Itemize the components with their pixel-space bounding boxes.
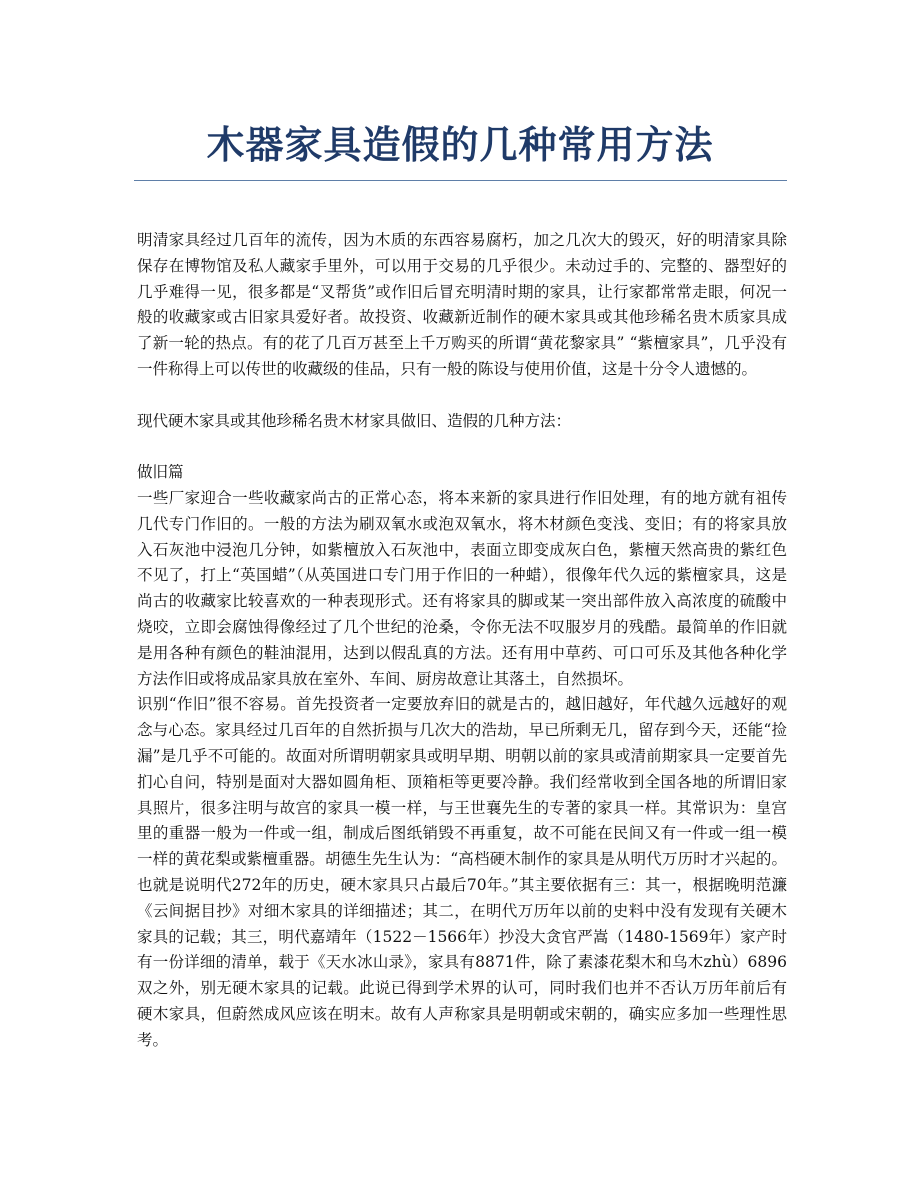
body-paragraph: 识别“作旧”很不容易。首先投资者一定要放弃旧的就是古的，越旧越好，年代越久远越好的观念与心态。家具经过几百年的自然折损与几次大的浩劫，早已所剩无几，留存到今天，还能“捡漏”是几乎不可能的。故面对所谓明朝家具或明早期、明朝以前的家具或清前期家具一定要首先扪心自问，特别是面对大器如圆角柜、顶箱柜等更要冷静。我们经常收到全国各地的所谓旧家具照片，很多注明与故宫的家具一模一样，与王世襄先生的专著的家具一样。其常识为：皇宫里的重器一般为一件或一组，制成后图纸销毁不再重复，故不可能在民间又有一件或一组一模一样的黄花梨或紫檀重器。胡德生先生认为：“高档硬木制作的家具是从明代万历时才兴起的。也就是说明代272年的历史，硬木家具只占最后70年。”其主要依据有三：其一，根据晚明范濂《云间据目抄》对细木家具的详细描述；其二，在明代万历年以前的史料中没有发现有关硬木家具的记载；其三，明代嘉靖年（1522－1566年）抄没大贪官严嵩（1480-1569年）家产时有一份详细的清单，载于《天水冰山录》，家具有8871件，除了素漆花梨木和乌木zhù）6896双之外，别无硬木家具的记载。此说已得到学术界的认可，同时我们也并不否认万历年前后有硬木家具，但蔚然成风应该在明末。故有人声称家具是明朝或宋朝的，确实应多加一些理性思考。 — [137, 695, 787, 1049]
page-title: 木器家具造假的几种常用方法 — [206, 123, 714, 167]
paragraph-gap — [137, 434, 787, 460]
title-divider — [134, 180, 787, 181]
intro-paragraph: 明清家具经过几百年的流传，因为木质的东西容易腐朽，加之几次大的毁灭，好的明清家具除保存在博物馆及私人藏家手里外，可以用于交易的几乎很少。未动过手的、完整的、器型好的几乎难得一见，很多都是“叉帮货”或作旧后冒充明清时期的家具，让行家都常常走眼，何况一般的收藏家或古旧家具爱好者。故投资、收藏新近制作的硬木家具或其他珍稀名贵木质家具成了新一轮的热点。有的花了几百万甚至上千万购买的所谓“黄花黎家具” “紫檀家具”，几乎没有一件称得上可以传世的收藏级的佳品，只有一般的陈设与使用价值，这是十分令人遗憾的。 — [137, 231, 787, 378]
section-heading: 做旧篇 — [137, 463, 184, 482]
document-body — [137, 228, 787, 1054]
methods-heading: 现代硬木家具或其他珍稀名贵木材家具做旧、造假的几种方法： — [137, 411, 572, 430]
paragraph-gap — [137, 383, 787, 409]
body-paragraph: 一些厂家迎合一些收藏家尚古的正常心态，将本来新的家具进行作旧处理，有的地方就有祖传几代专门作旧的。一般的方法为刷双氧水或泡双氧水，将木材颜色变浅、变旧；有的将家具放入石灰池中浸泡几分钟，如紫檀放入石灰池中，表面立即变成灰白色，紫檀天然高贵的紫红色不见了，打上“英国蜡”（从英国进口专门用于作旧的一种蜡），很像年代久远的紫檀家具，这是尚古的收藏家比较喜欢的一种表现形式。还有将家具的脚或某一突出部件放入高浓度的硫酸中烧咬，立即会腐蚀得像经过了几个世纪的沧桑，令你无法不叹服岁月的残酷。最简单的作旧就是用各种有颜色的鞋油混用，达到以假乱真的方法。还有用中草药、可口可乐及其他各种化学方法作旧或将成品家具放在室外、车间、厨房故意让其落土，自然损坏。 — [137, 488, 787, 688]
